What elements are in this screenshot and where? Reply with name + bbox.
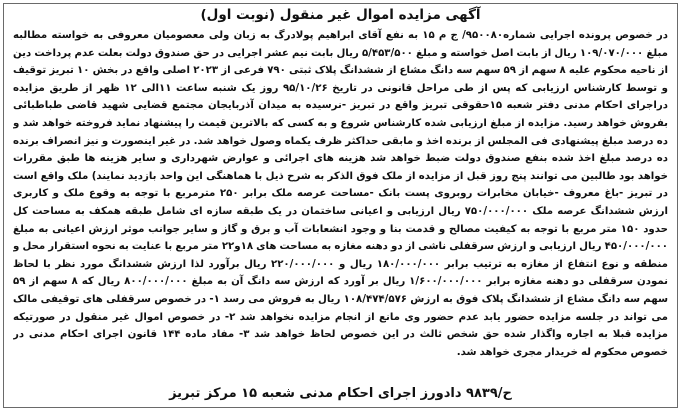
notice-title: آگهی مزایده اموال غیر منقول (نوبت اول) — [200, 7, 481, 23]
notice-body: در خصوص پرونده اجرایی شماره۹۵۰۰۸۰/ ج م ۱۵ به نفع آقای ابراهیم پولادرگ به زبان ولی معصومیان معروفی به خواسته مطالبه مبلغ ۱۰۹/۰۷۰/۰۰۰ ریال از بابت اصل خواسته و مبلغ ۵/۴۵۳/۵۰۰ ریال بابت نیم عشر اجرایی در حق صندوق دولت بعلت عدم پرداخت دین از ناحیه محکوم علیه ۸ سهم از ۵۹ سهم سه دانگ مشاع از ششدانگ پلاک ثبتی ۷۹۰ فرعی از ۲۰۲۳ اصلی واقع در بخش ۱۰ تبریز توقیف و توسط کارشناس ارزیابی که پس از طی مراحل قانونی در تاریخ ۹۵/۱۰/۲۶ روز یک شنبه ساعت ۱۱الی ۱۲ ظهر از طریق مزایده دراجرای احکام مدنی دفتر شعبه ۱۵حقوقی تبریز واقع در تبریز -نرسیده به میدان آذربایجان مجتمع قضایی شهید قاضی طباطبائی بفروش خواهد رسید. مزایده از مبلغ ارزیابی شده کارشناس شروع و به کسی که بالاترین قیمت را پیشنهاد نماید فروخته خواهد شد و ده درصد مبلغ پیشنهادی فی المجلس از برنده اخذ و مابقی حداکثر ظرف یکماه وصول خواهد شد. در غیر اینصورت و نیز انصراف برنده ده درصد مبلغ اخذ شده بنفع صندوق دولت ضبط خواهد شد هزینه های اجرائی و عوارض شهرداری و سایر هزینه ها طبق مقررات خواهد بود طالبین می توانند پنج روز قبل از مزایده از ملک فوق الذکر به شرح ذیل با هماهنگی این واحد بازدید نمایند) ملک واقع است در تبریز -باغ معروف -خیابان مخابرات روبروی پست بانک -مساحت عرصه ملک برابر ۲۵۰ مترمربع با توجه به وقوع ملک و کاربری ارزش ششدانگ عرصه ملک ۷۵۰/۰۰۰/۰۰۰ ریال ارزیابی و اعیانی ساختمان در یک طبقه سازه ای شامل طبقه همکف به مساحت کل حدود ۱۵۰ متر مربع با توجه به کیفیت مصالح و قدمت بنا و وجود انشعابات آب و برق و گاز و سایر جوانب موثر ارزش اعیانی به مبلغ ۴۵۰/۰۰۰/۰۰۰ ریال ارزیابی و ارزش سرقفلی ناشی از دو دهنه مغازه به مساحت های ۱۸و۲۲ متر مربع با عنایت به نحوه استقرار محل و منطقه و نوع انتفاع از مغازه به ترتیب برابر ۱۸۰/۰۰۰/۰۰۰ ریال و ۲۲۰/۰۰۰/۰۰۰ ریال برآورد لذا ارزش ششدانگ مورد نظر با لحاظ نمودن سرقفلی دو دهنه مغازه برابر ۱/۶۰۰/۰۰۰/۰۰۰ ریال بر آورد که ارزش سه دانگ آن به مبلغ ۸۰۰/۰۰۰/۰۰۰ ریال که ۸ سهم از ۵۹ سهم سه دانگ مشاع از ششدانگ پلاک فوق به ارزش ۱۰۸/۴۷۴/۵۷۶ ریال به فروش می رسد ۱- در خصوص سرقفلی های توقیفی مالک می تواند در جلسه مزایده حضور یابد عدم حضور وی مانع از انجام مزایده نخواهد شد ۲- در خصوص اموال غیر منقول در صورتیکه مزایده قبلا به اجاره واگذار شده حق شخص ثالث در این خصوص لحاظ خواهد شد ۳- مفاد ماده ۱۴۴ قانون اجرای احکام مدنی در خصوص محکوم له خریدار مجری خواهد شد. — [13, 30, 668, 358]
auction-notice — [3, 3, 678, 408]
notice-footer-signature: ح/۹۸۳۹ دادورز اجرای احکام مدنی شعبه ۱۵ مرکز تبریز — [169, 386, 512, 401]
